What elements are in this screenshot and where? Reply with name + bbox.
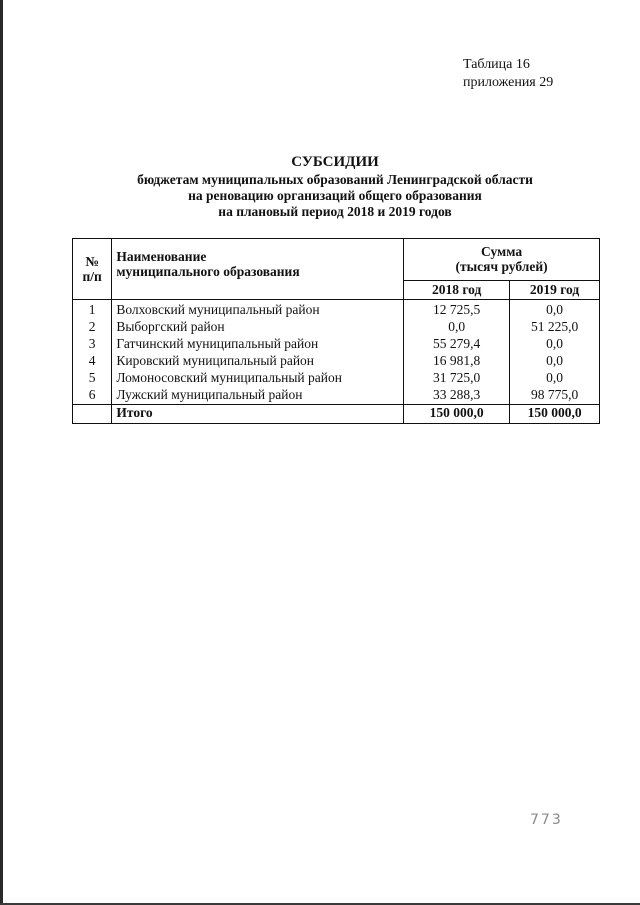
- row-name: Выборгский район: [112, 319, 404, 336]
- header-num-line-2: п/п: [82, 269, 102, 284]
- total-value-2019: 150 000,0: [510, 405, 600, 424]
- subsidies-table: [72, 238, 600, 424]
- header-name: [112, 239, 404, 300]
- reference-line-1: Таблица 16: [463, 57, 530, 72]
- table-row: [73, 319, 600, 336]
- row-value-2019: 0,0: [510, 353, 600, 370]
- title-main: СУБСИДИИ: [291, 154, 379, 170]
- header-sum-line-2: (тысяч рублей): [455, 259, 548, 275]
- row-value-2019: 0,0: [510, 300, 600, 320]
- reference-line-2: приложения 29: [463, 75, 554, 90]
- title-line-1: бюджетам муниципальных образований Ленинградской области: [137, 172, 533, 187]
- header-name-line-1: Наименование: [116, 249, 207, 264]
- row-value-2019: 98 775,0: [510, 387, 600, 405]
- row-name: Лужский муниципальный район: [112, 387, 404, 405]
- document-title: [0, 152, 640, 220]
- total-num: [73, 405, 112, 424]
- header-name-line-2: муниципального образования: [116, 264, 300, 279]
- title-line-2: на реновацию организаций общего образования: [188, 188, 482, 203]
- header-sum-line-1: Сумма: [481, 244, 523, 260]
- header-row-1: [73, 239, 600, 281]
- row-name: Волховский муниципальный район: [112, 300, 404, 320]
- header-year-2019: 2019 год: [510, 280, 600, 299]
- row-value-2018: 0,0: [404, 319, 510, 336]
- row-value-2018: 16 981,8: [404, 353, 510, 370]
- row-num: 4: [73, 353, 112, 370]
- table-row: [73, 300, 600, 320]
- total-row: [73, 405, 600, 424]
- row-name: Ломоносовский муниципальный район: [112, 370, 404, 387]
- row-value-2018: 33 288,3: [404, 387, 510, 405]
- page-number: 773: [530, 812, 563, 828]
- header-num-line-1: №: [85, 254, 99, 269]
- row-name: Гатчинский муниципальный район: [112, 336, 404, 353]
- row-num: 1: [73, 300, 112, 320]
- total-value-2018: 150 000,0: [404, 405, 510, 424]
- row-value-2018: 55 279,4: [404, 336, 510, 353]
- row-num: 5: [73, 370, 112, 387]
- row-value-2018: 31 725,0: [404, 370, 510, 387]
- table-row: [73, 387, 600, 405]
- table-row: [73, 353, 600, 370]
- header-year-2018: 2018 год: [404, 280, 510, 299]
- table-row: [73, 336, 600, 353]
- title-line-3: на плановый период 2018 и 2019 годов: [218, 204, 452, 219]
- row-num: 6: [73, 387, 112, 405]
- header-num: [73, 239, 112, 300]
- total-label: Итого: [112, 405, 404, 424]
- row-value-2018: 12 725,5: [404, 300, 510, 320]
- row-value-2019: 0,0: [510, 370, 600, 387]
- row-num: 2: [73, 319, 112, 336]
- scan-left-edge: [0, 0, 3, 905]
- row-num: 3: [73, 336, 112, 353]
- row-value-2019: 0,0: [510, 336, 600, 353]
- header-sum: [404, 239, 600, 281]
- row-name: Кировский муниципальный район: [112, 353, 404, 370]
- table-reference: [463, 56, 553, 92]
- row-value-2019: 51 225,0: [510, 319, 600, 336]
- table-row: [73, 370, 600, 387]
